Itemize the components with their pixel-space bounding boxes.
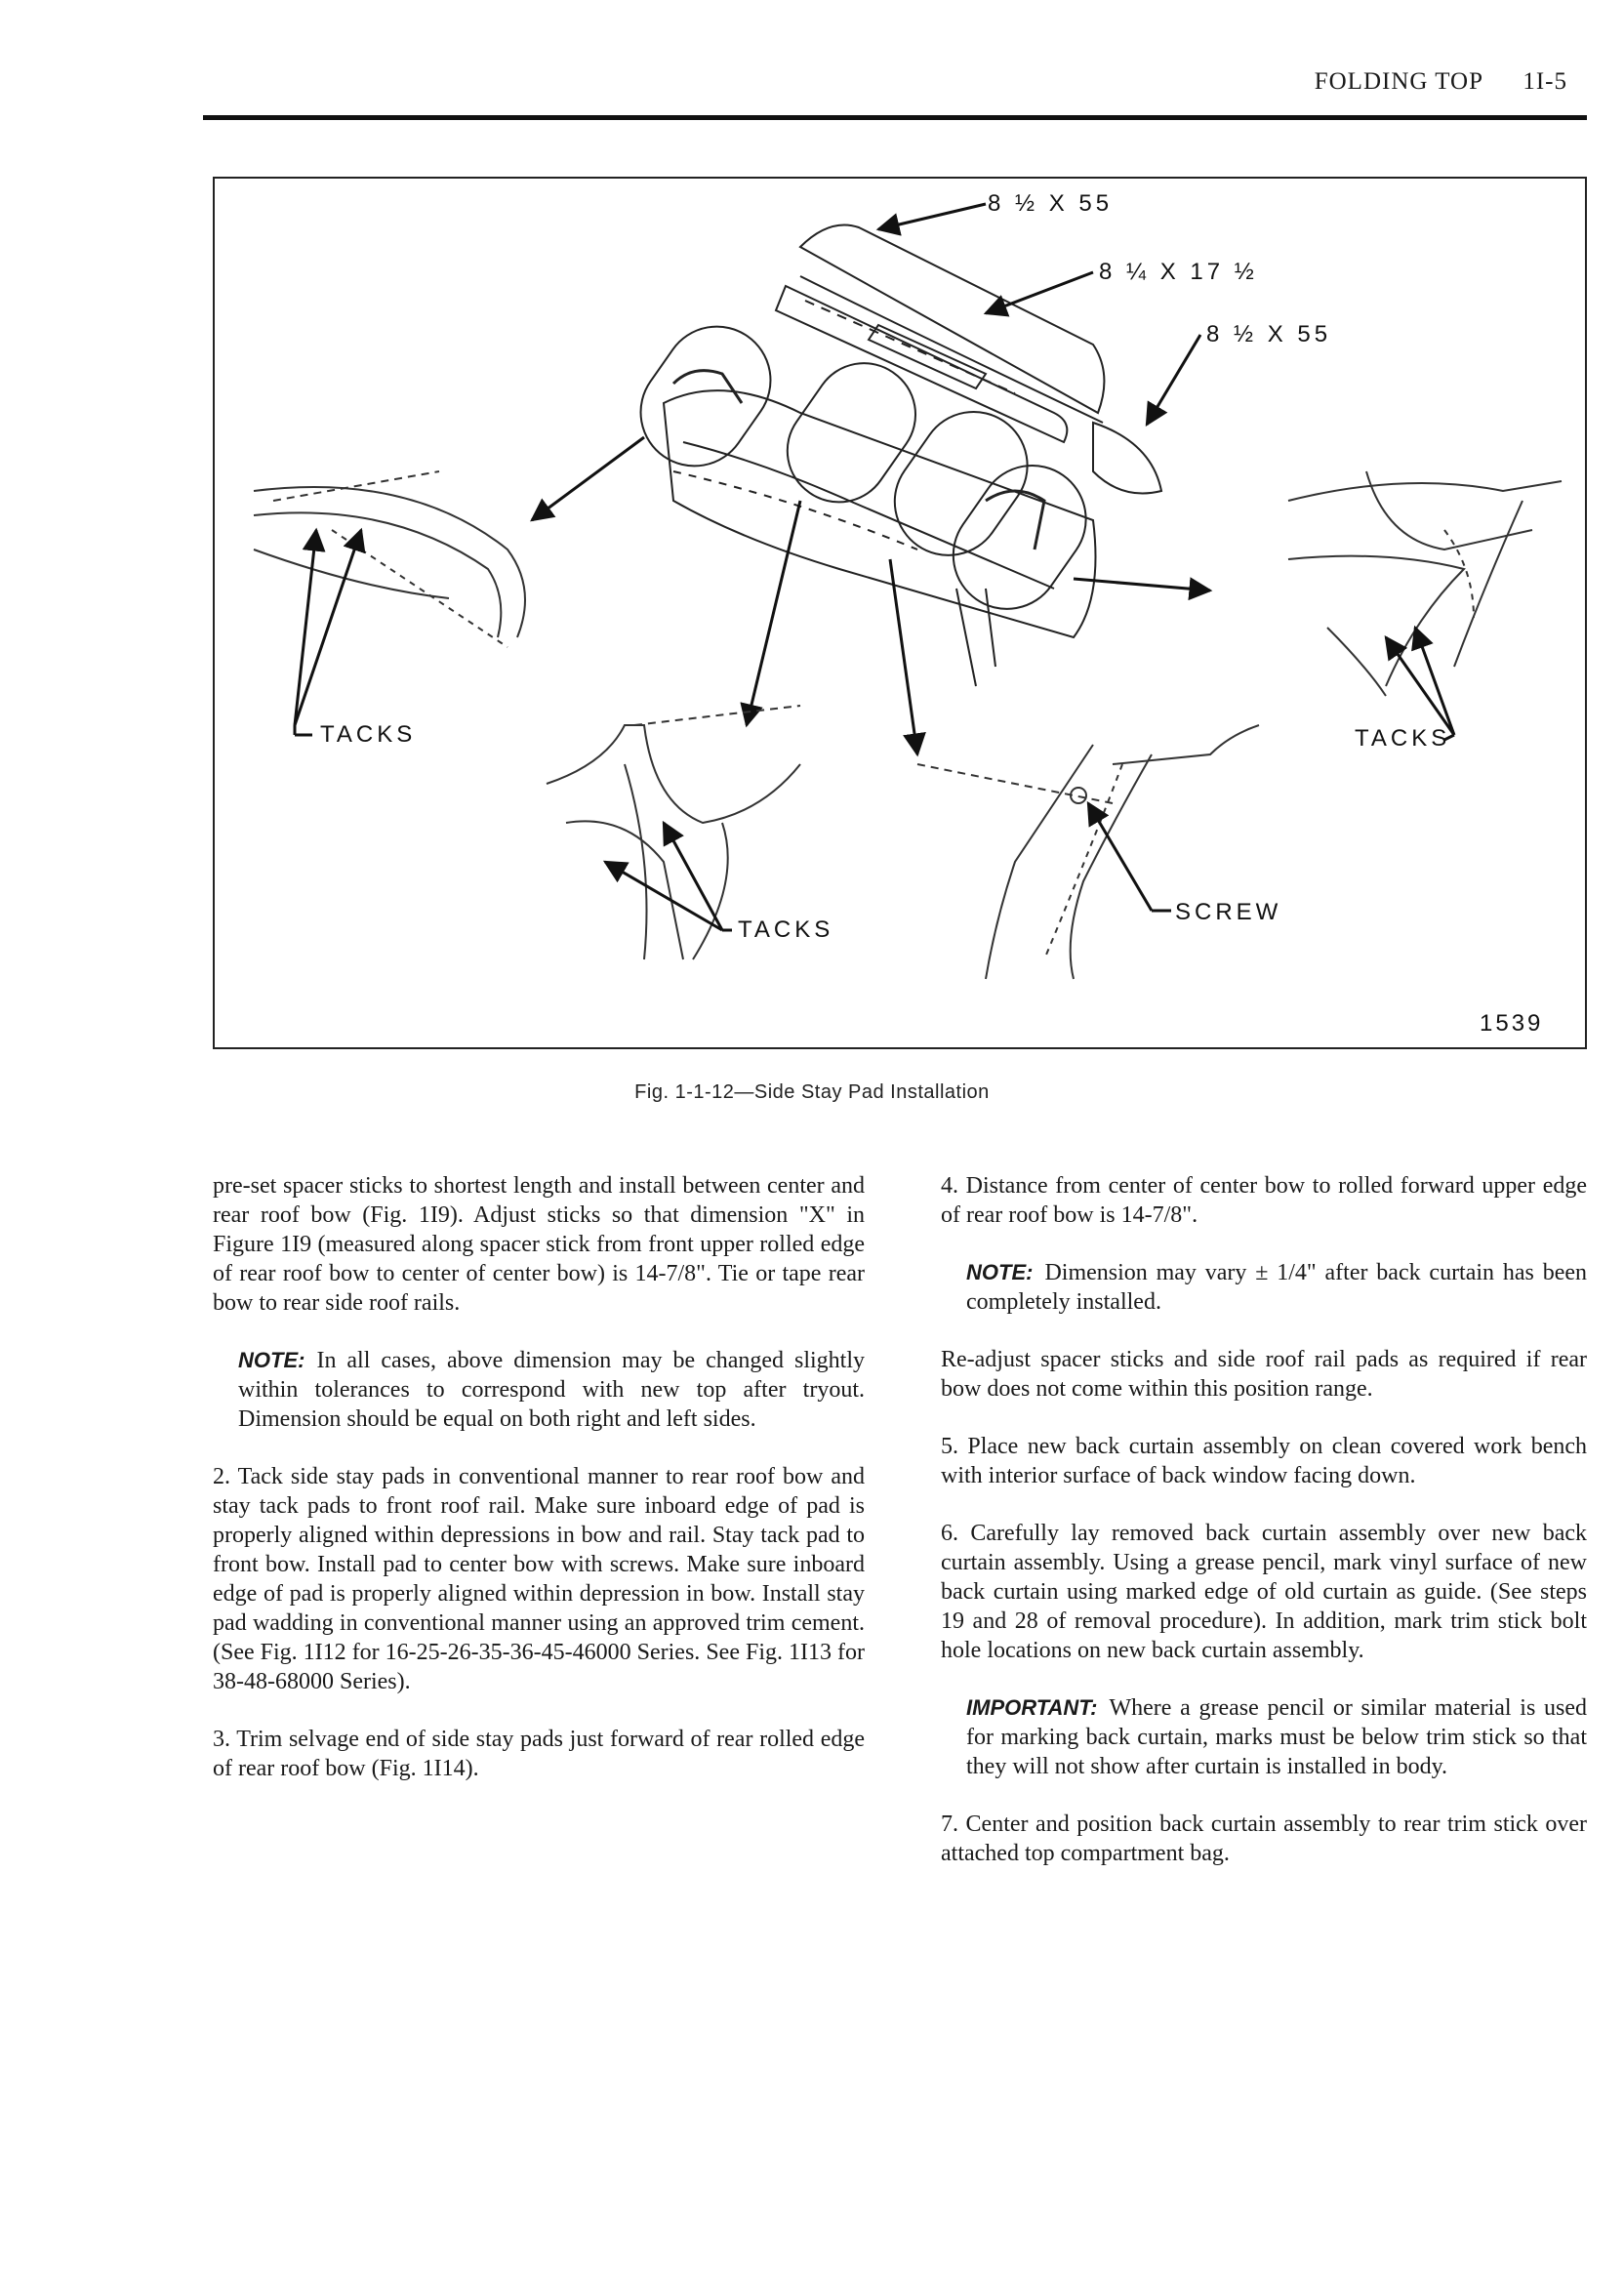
left-column xyxy=(213,1171,865,1812)
dimension-label-right: 8 ½ X 55 xyxy=(1206,321,1332,347)
paragraph xyxy=(941,1171,1587,1230)
paragraph xyxy=(941,1345,1587,1404)
paragraph xyxy=(941,1519,1587,1665)
note-paragraph xyxy=(941,1258,1587,1317)
tacks-label-left: TACKS xyxy=(320,721,417,748)
paragraph-text: 6. Carefully lay removed back curtain assembly over new back curtain assembly. Using a grease pencil, mark vinyl surface of new back curtain using marked edge of old curtain as guide. (See steps 19 and 28 of removal procedure). In addition, mark trim stick bolt hole locations on new back curtain assembly. xyxy=(941,1521,1587,1663)
paragraph-text: Re-adjust spacer sticks and side roof rail pads as required if rear bow does not come within this position range. xyxy=(941,1347,1587,1402)
paragraph xyxy=(941,1432,1587,1490)
paragraph xyxy=(941,1810,1587,1868)
paragraph-text: Dimension may vary ± 1/4" after back curtain has been completely installed. xyxy=(966,1260,1587,1315)
tacks-label-bottom: TACKS xyxy=(738,916,834,943)
figure-side-stay-pad xyxy=(213,177,1587,1049)
page-number: 1I-5 xyxy=(1522,68,1567,95)
important-label: IMPORTANT: xyxy=(966,1695,1098,1720)
note-label: NOTE: xyxy=(238,1348,305,1372)
paragraph-text: pre-set spacer sticks to shortest length and install between center and rear roof bow (Fig. 1I9). Adjust sticks so that dimension "X" in Figure 1I9 (measured along spacer stick from front upper rolled edge of rear roof bow to center of center bow) is 14-7/8". Tie or tape rear bow to rear side roof rails. xyxy=(213,1173,865,1316)
paragraph-text: 7. Center and position back curtain assembly to rear trim stick over attached top compartment bag. xyxy=(941,1812,1587,1866)
paragraph xyxy=(213,1171,865,1318)
paragraph-text: In all cases, above dimension may be changed slightly within tolerances to correspond with new top after tryout. Dimension should be equal on both right and left sides. xyxy=(238,1348,865,1432)
figure-illustration xyxy=(215,179,1585,1047)
note-label: NOTE: xyxy=(966,1260,1034,1284)
screw-label: SCREW xyxy=(1175,899,1282,925)
paragraph-text: Where a grease pencil or similar material is used for marking back curtain, marks must be below trim stick so that they will not show after curtain is installed in body. xyxy=(966,1695,1587,1779)
paragraph-text: 4. Distance from center of center bow to rolled forward upper edge of rear roof bow is 14-7/8". xyxy=(941,1173,1587,1228)
paragraph-text: 5. Place new back curtain assembly on clean covered work bench with interior surface of back window facing down. xyxy=(941,1434,1587,1488)
important-paragraph xyxy=(941,1693,1587,1781)
running-header xyxy=(1281,68,1567,96)
figure-number: 1539 xyxy=(1480,1010,1544,1037)
paragraph-text: 2. Tack side stay pads in conventional manner to rear roof bow and stay tack pads to front roof rail. Make sure inboard edge of pad is properly aligned within depressions in bow and rail. Stay tack pad to front bow. Install pad to center bow with screws. Make sure inboard edge of pad is properly aligned within depression in bow. Install stay pad wadding in conventional manner using an approved trim cement. (See Fig. 1I12 for 16-25-26-35-36-45-46000 Series. See Fig. 1I13 for 38-48-68000 Series). xyxy=(213,1464,865,1694)
figure-caption: Fig. 1-1-12—Side Stay Pad Installation xyxy=(634,1081,990,1103)
tacks-label-right: TACKS xyxy=(1355,725,1451,752)
right-column xyxy=(941,1171,1587,1896)
note-paragraph xyxy=(213,1346,865,1434)
dimension-label-top: 8 ½ X 55 xyxy=(988,190,1114,217)
header-rule xyxy=(203,115,1587,120)
paragraph xyxy=(213,1725,865,1783)
paragraph xyxy=(213,1462,865,1696)
section-title: FOLDING TOP xyxy=(1314,68,1483,95)
paragraph-text: 3. Trim selvage end of side stay pads just forward of rear rolled edge of rear roof bow (Fig. 1I14). xyxy=(213,1727,865,1781)
dimension-label-middle: 8 ¼ X 17 ½ xyxy=(1099,259,1258,285)
